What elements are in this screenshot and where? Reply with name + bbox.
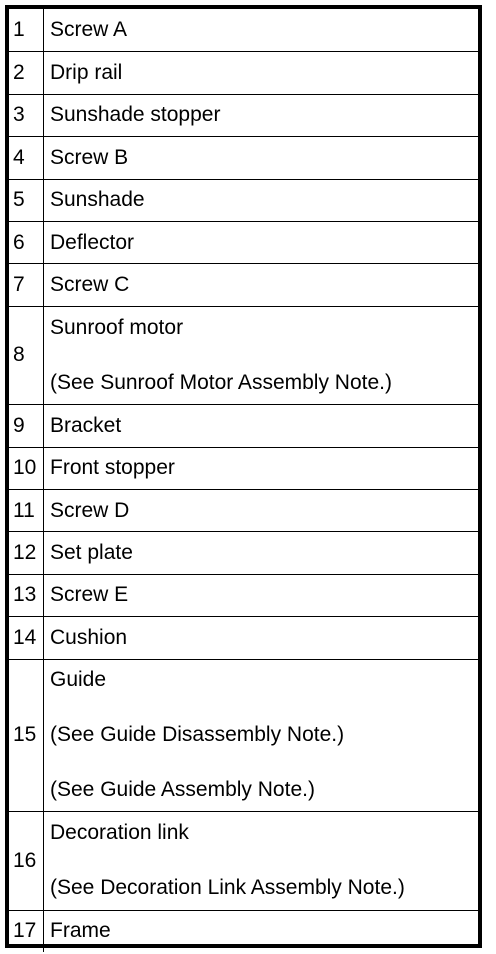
- item-number: 14: [9, 617, 44, 658]
- item-description: [44, 137, 478, 178]
- item-number: 2: [9, 52, 44, 93]
- item-description: [44, 95, 478, 136]
- part-name: Drip rail: [50, 61, 123, 85]
- item-number: 13: [9, 575, 44, 616]
- table-row: [9, 489, 478, 531]
- item-number: 11: [9, 490, 44, 531]
- item-description: [44, 222, 478, 263]
- table-row: [9, 51, 478, 93]
- item-description: [44, 264, 478, 305]
- item-description: [44, 180, 478, 221]
- table-row: [9, 179, 478, 221]
- part-name: Screw A: [50, 18, 128, 42]
- part-name: Sunshade stopper: [50, 103, 221, 127]
- item-number: 4: [9, 137, 44, 178]
- item-description: [44, 812, 478, 910]
- part-name: Guide: [50, 668, 107, 692]
- item-number: 1: [9, 9, 44, 51]
- table-row: [9, 531, 478, 573]
- item-description: [44, 617, 478, 658]
- part-name: Frame: [50, 919, 111, 943]
- part-note: (See Decoration Link Assembly Note.): [50, 876, 405, 900]
- part-name: Screw D: [50, 498, 130, 522]
- part-note: (See Guide Disassembly Note.): [50, 723, 345, 747]
- item-description: [44, 9, 478, 51]
- table-row: [9, 306, 478, 405]
- item-number: 8: [9, 307, 44, 405]
- item-description: [44, 405, 478, 446]
- table-row: [9, 404, 478, 446]
- part-name: Screw E: [50, 583, 129, 607]
- table-row: [9, 574, 478, 616]
- item-description: [44, 532, 478, 573]
- part-note: (See Sunroof Motor Assembly Note.): [50, 370, 392, 394]
- part-name: Screw B: [50, 145, 129, 169]
- item-number: 12: [9, 532, 44, 573]
- part-name: Cushion: [50, 625, 128, 649]
- table-row: [9, 659, 478, 812]
- table-row: [9, 910, 478, 952]
- part-name: Front stopper: [50, 456, 175, 480]
- part-name: Decoration link: [50, 821, 189, 845]
- item-number: 16: [9, 812, 44, 910]
- item-number: 9: [9, 405, 44, 446]
- item-description: [44, 490, 478, 531]
- table-row: [9, 94, 478, 136]
- item-description: [44, 911, 478, 952]
- table-row: [9, 811, 478, 910]
- part-name: Bracket: [50, 413, 122, 437]
- item-number: 3: [9, 95, 44, 136]
- item-description: [44, 52, 478, 93]
- part-name: Deflector: [50, 230, 135, 254]
- item-description: [44, 448, 478, 489]
- part-note: (See Guide Assembly Note.): [50, 778, 315, 802]
- table-row: [9, 447, 478, 489]
- part-name: Sunshade: [50, 188, 145, 212]
- part-name: Sunroof motor: [50, 315, 184, 339]
- part-name: Set plate: [50, 541, 133, 565]
- table-row: [9, 221, 478, 263]
- table-row: [9, 9, 478, 51]
- item-number: 15: [9, 660, 44, 812]
- parts-table: [5, 5, 482, 948]
- table-row: [9, 616, 478, 658]
- item-description: [44, 575, 478, 616]
- item-description: [44, 307, 478, 405]
- part-name: Screw C: [50, 273, 130, 297]
- table-row: [9, 136, 478, 178]
- item-number: 17: [9, 911, 44, 952]
- item-number: 5: [9, 180, 44, 221]
- item-number: 6: [9, 222, 44, 263]
- item-number: 7: [9, 264, 44, 305]
- item-description: [44, 660, 478, 812]
- table-row: [9, 263, 478, 305]
- item-number: 10: [9, 448, 44, 489]
